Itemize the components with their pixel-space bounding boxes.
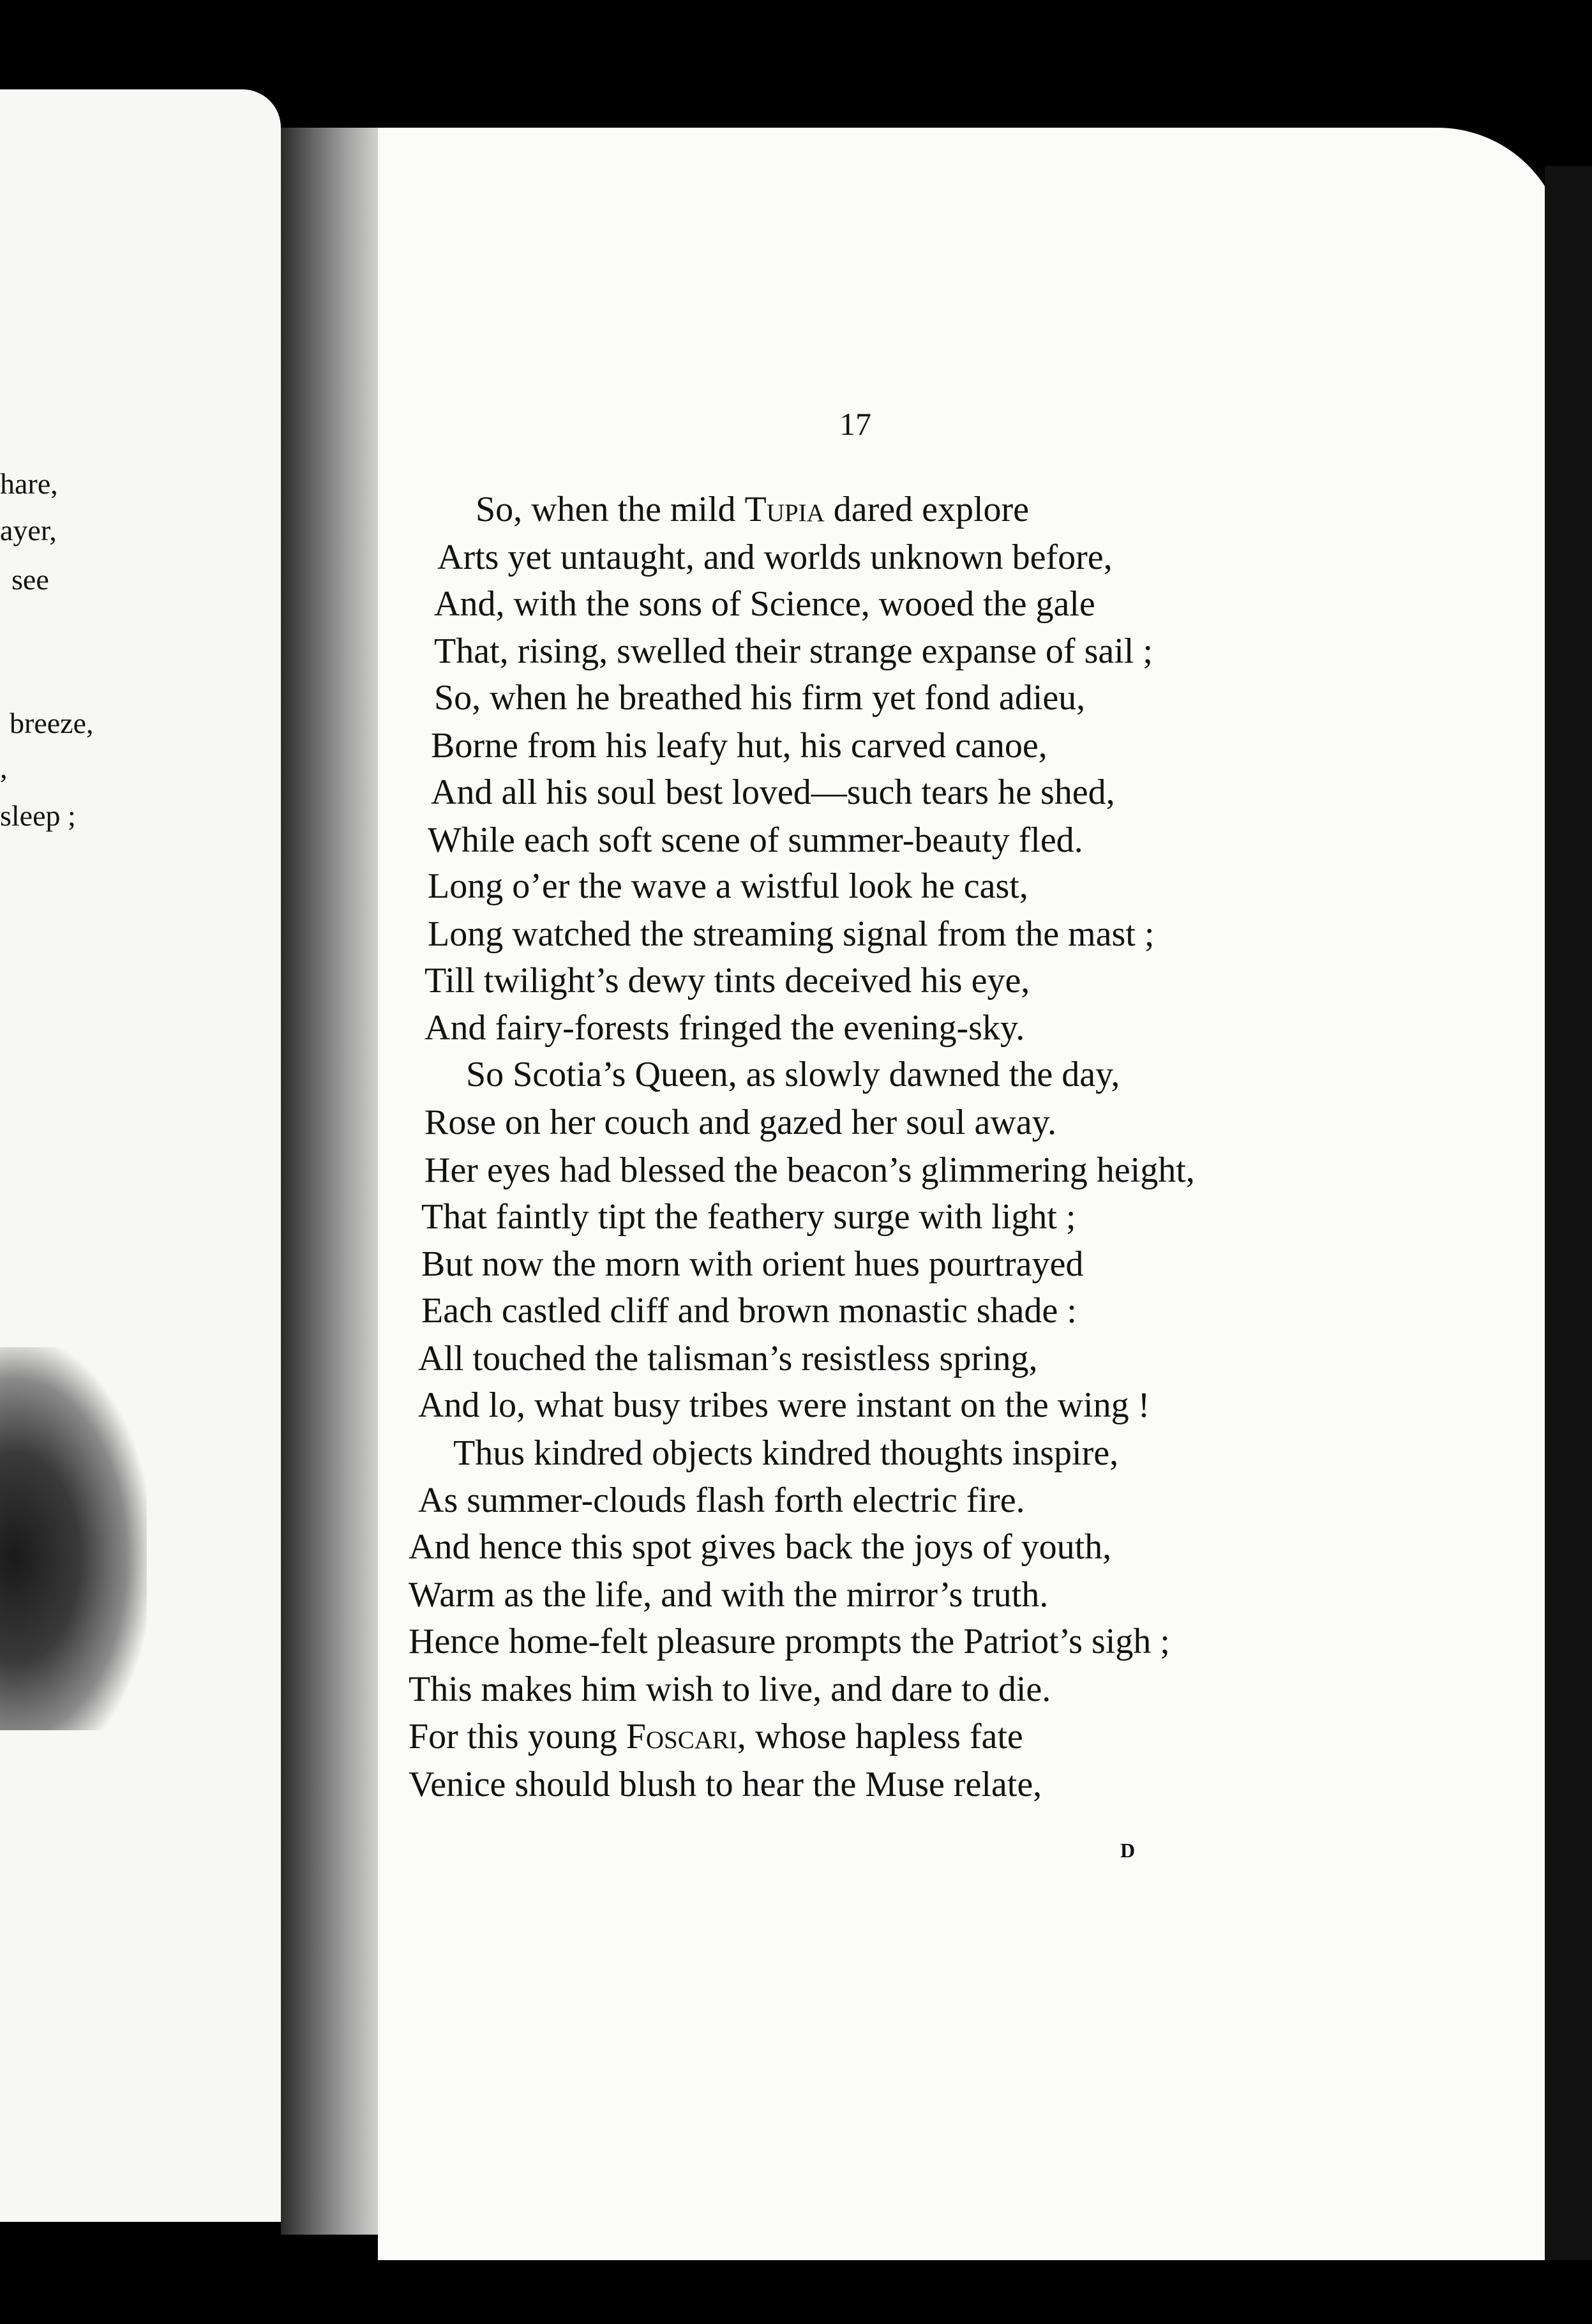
poem-line: Arts yet untaught, and worlds unknown before,: [437, 538, 1113, 577]
left-page-fragment: hare,: [0, 467, 58, 500]
poem-line: Thus kindred objects kindred thoughts inspire,: [453, 1433, 1119, 1473]
poem-line: Borne from his leafy hut, his carved canoe,: [431, 726, 1048, 766]
left-page-fragment: ayer,: [0, 514, 57, 547]
poem-line: Long watched the streaming signal from the mast ;: [428, 914, 1155, 954]
poem-line: So Scotia’s Queen, as slowly dawned the day,: [466, 1055, 1120, 1094]
poem-line: For this young Foscari, whose hapless fate: [409, 1717, 1023, 1756]
left-page-fragment: see: [11, 563, 49, 596]
poem-line: So, when he breathed his firm yet fond adieu,: [434, 678, 1086, 718]
left-page-fragment: breeze,: [10, 707, 94, 739]
poem-line: So, when the mild Tupia dared explore: [476, 490, 1030, 529]
poem-line: Till twilight’s dewy tints deceived his eye,: [424, 961, 1030, 1000]
poem-line: While each soft scene of summer-beauty fled.: [428, 820, 1083, 860]
poem-line: And, with the sons of Science, wooed the gale: [434, 584, 1095, 624]
poem-line: And fairy-forests fringed the evening-sky.: [424, 1008, 1025, 1048]
book-gutter: [281, 128, 383, 2235]
signature-mark: D: [1120, 1839, 1136, 1862]
poem-line: But now the morn with orient hues pourtrayed: [421, 1244, 1084, 1284]
poem-line: As summer-clouds flash forth electric fire.: [418, 1481, 1025, 1520]
poem-line: Long o’er the wave a wistful look he cast,: [428, 866, 1028, 906]
right-page: [378, 128, 1565, 2260]
poem-line: Each castled cliff and brown monastic shade :: [421, 1291, 1077, 1331]
poem-line: All touched the talisman’s resistless spring,: [418, 1339, 1038, 1378]
poem-line: Warm as the life, and with the mirror’s truth.: [409, 1575, 1049, 1615]
poem-line: Rose on her couch and gazed her soul away.: [424, 1103, 1057, 1142]
page-number: 17: [839, 406, 871, 442]
left-page-fragment: ,: [0, 751, 8, 784]
engraving-fragment: [0, 1347, 147, 1730]
scan-border: [1545, 166, 1592, 2260]
poem-line: Her eyes had blessed the beacon’s glimmering height,: [424, 1151, 1195, 1190]
small-caps-name: Foscari: [626, 1717, 737, 1756]
poem-line: And hence this spot gives back the joys of youth,: [409, 1527, 1112, 1567]
poem-line: That faintly tipt the feathery surge with light ;: [421, 1197, 1076, 1237]
small-caps-name: Tupia: [744, 490, 825, 529]
poem-line: And lo, what busy tribes were instant on the wing !: [418, 1385, 1150, 1425]
poem-line: Venice should blush to hear the Muse relate,: [409, 1765, 1042, 1804]
poem-line: Hence home-felt pleasure prompts the Patriot’s sigh ;: [409, 1622, 1170, 1661]
left-page: [0, 89, 281, 2222]
poem-line: And all his soul best loved—such tears he shed,: [431, 773, 1115, 812]
left-page-fragment: sleep ;: [0, 799, 76, 832]
poem-line: This makes him wish to live, and dare to die.: [409, 1670, 1051, 1709]
poem-line: That, rising, swelled their strange expanse of sail ;: [434, 631, 1153, 671]
